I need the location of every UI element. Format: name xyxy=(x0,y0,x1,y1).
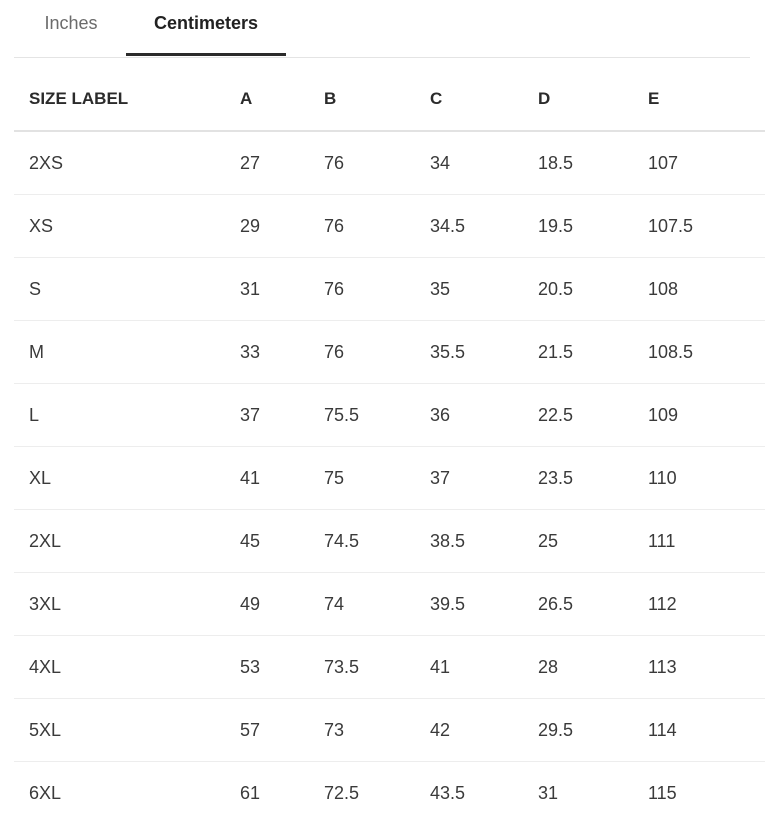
e-cell: 113 xyxy=(648,636,765,699)
a-cell: 27 xyxy=(240,131,324,195)
table-row xyxy=(14,447,765,510)
table-row xyxy=(14,510,765,573)
d-cell: 23.5 xyxy=(538,447,648,510)
d-cell: 25 xyxy=(538,510,648,573)
size-label-cell: 3XL xyxy=(14,573,240,636)
table-row xyxy=(14,384,765,447)
c-cell: 34 xyxy=(430,131,538,195)
c-cell: 43.5 xyxy=(430,762,538,824)
table-row xyxy=(14,636,765,699)
d-cell: 26.5 xyxy=(538,573,648,636)
size-label-cell: 6XL xyxy=(14,762,240,824)
a-cell: 53 xyxy=(240,636,324,699)
c-cell: 35.5 xyxy=(430,321,538,384)
table-row xyxy=(14,131,765,195)
size-label-cell: M xyxy=(14,321,240,384)
c-cell: 34.5 xyxy=(430,195,538,258)
table-row xyxy=(14,321,765,384)
c-cell: 39.5 xyxy=(430,573,538,636)
c-cell: 37 xyxy=(430,447,538,510)
size-label-cell: XS xyxy=(14,195,240,258)
a-cell: 37 xyxy=(240,384,324,447)
a-cell: 49 xyxy=(240,573,324,636)
e-cell: 107.5 xyxy=(648,195,765,258)
d-cell: 21.5 xyxy=(538,321,648,384)
size-label-cell: XL xyxy=(14,447,240,510)
d-cell: 18.5 xyxy=(538,131,648,195)
header-e: E xyxy=(648,68,765,131)
d-cell: 22.5 xyxy=(538,384,648,447)
table-body xyxy=(14,131,765,824)
table-row xyxy=(14,762,765,824)
e-cell: 109 xyxy=(648,384,765,447)
d-cell: 28 xyxy=(538,636,648,699)
a-cell: 45 xyxy=(240,510,324,573)
table-header-row xyxy=(14,68,765,131)
e-cell: 112 xyxy=(648,573,765,636)
b-cell: 73.5 xyxy=(324,636,430,699)
size-label-cell: 4XL xyxy=(14,636,240,699)
e-cell: 107 xyxy=(648,131,765,195)
table-row xyxy=(14,258,765,321)
header-d: D xyxy=(538,68,648,131)
e-cell: 114 xyxy=(648,699,765,762)
header-b: B xyxy=(324,68,430,131)
c-cell: 42 xyxy=(430,699,538,762)
a-cell: 33 xyxy=(240,321,324,384)
tab-centimeters[interactable]: Centimeters xyxy=(126,0,286,56)
header-a: A xyxy=(240,68,324,131)
size-label-cell: 2XL xyxy=(14,510,240,573)
d-cell: 31 xyxy=(538,762,648,824)
b-cell: 75.5 xyxy=(324,384,430,447)
b-cell: 72.5 xyxy=(324,762,430,824)
c-cell: 41 xyxy=(430,636,538,699)
a-cell: 61 xyxy=(240,762,324,824)
e-cell: 111 xyxy=(648,510,765,573)
size-label-cell: 5XL xyxy=(14,699,240,762)
table-row xyxy=(14,195,765,258)
d-cell: 20.5 xyxy=(538,258,648,321)
b-cell: 76 xyxy=(324,321,430,384)
e-cell: 108 xyxy=(648,258,765,321)
d-cell: 29.5 xyxy=(538,699,648,762)
a-cell: 29 xyxy=(240,195,324,258)
a-cell: 31 xyxy=(240,258,324,321)
b-cell: 74.5 xyxy=(324,510,430,573)
size-label-cell: L xyxy=(14,384,240,447)
e-cell: 108.5 xyxy=(648,321,765,384)
c-cell: 36 xyxy=(430,384,538,447)
b-cell: 74 xyxy=(324,573,430,636)
d-cell: 19.5 xyxy=(538,195,648,258)
table-row xyxy=(14,699,765,762)
e-cell: 115 xyxy=(648,762,765,824)
size-label-cell: 2XS xyxy=(14,131,240,195)
c-cell: 38.5 xyxy=(430,510,538,573)
tab-inches[interactable]: Inches xyxy=(14,0,126,56)
b-cell: 76 xyxy=(324,131,430,195)
b-cell: 73 xyxy=(324,699,430,762)
table-row xyxy=(14,573,765,636)
e-cell: 110 xyxy=(648,447,765,510)
header-c: C xyxy=(430,68,538,131)
a-cell: 57 xyxy=(240,699,324,762)
c-cell: 35 xyxy=(430,258,538,321)
unit-tabs xyxy=(14,0,750,58)
size-label-cell: S xyxy=(14,258,240,321)
b-cell: 76 xyxy=(324,195,430,258)
size-chart-table xyxy=(14,68,765,824)
b-cell: 75 xyxy=(324,447,430,510)
a-cell: 41 xyxy=(240,447,324,510)
b-cell: 76 xyxy=(324,258,430,321)
header-size-label: SIZE LABEL xyxy=(14,68,240,131)
